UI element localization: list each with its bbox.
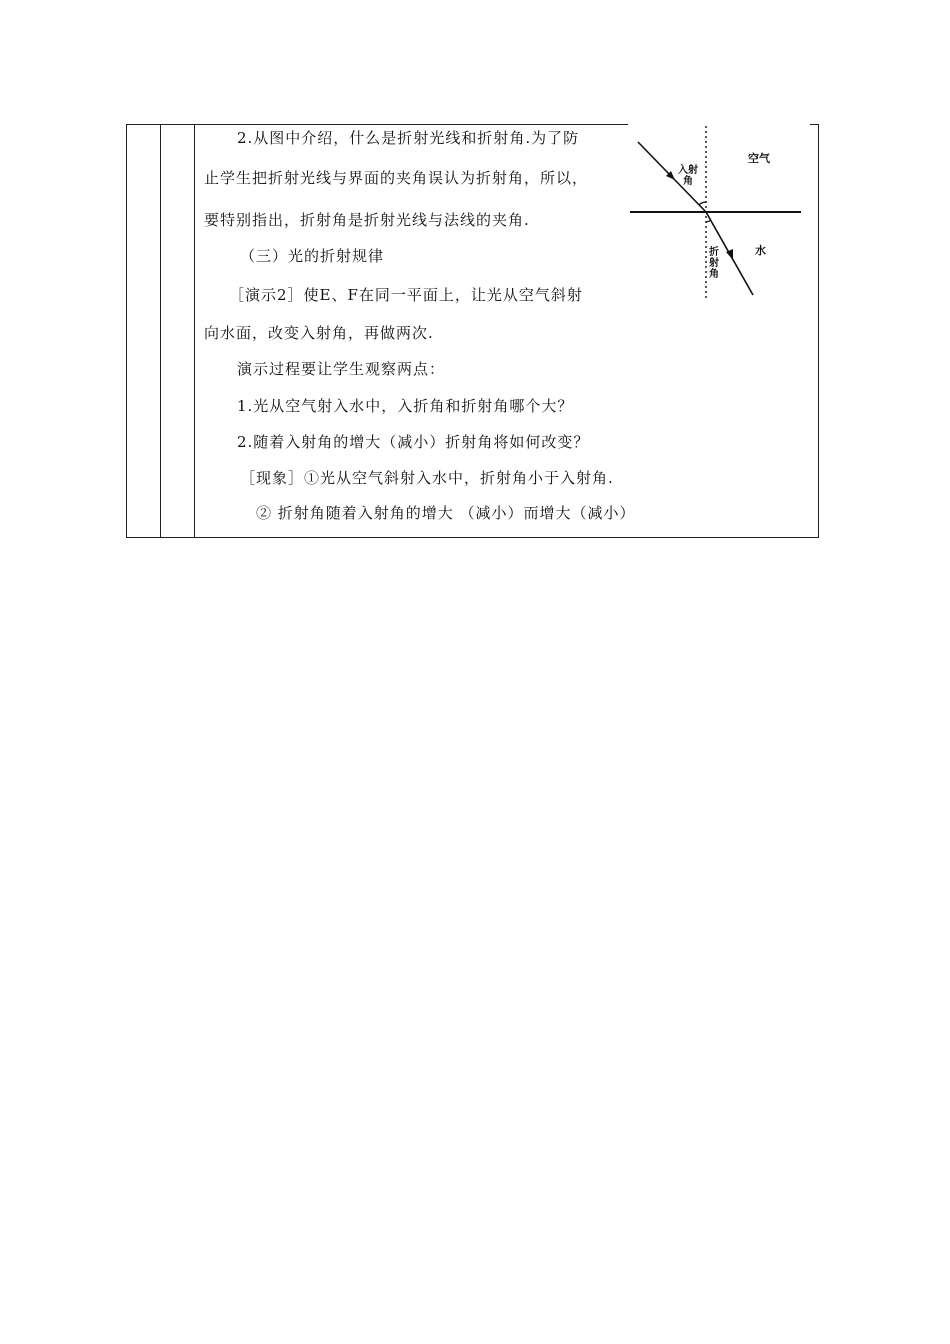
section-heading: （三）光的折射规律	[240, 247, 385, 265]
water-label: 水	[755, 244, 766, 257]
list-item: 2.随着入射角的增大（减小）折射角将如何改变？	[237, 433, 590, 451]
text-line: 要特别指出，折射角是折射光线与法线的夹角.	[204, 211, 530, 229]
text-line: ② 折射角随着入射角的增大 （减小）而增大（减小）	[256, 504, 636, 522]
list-item: 1.光从空气射入水中，入折角和折射角哪个大？	[237, 397, 574, 415]
text-line: 止学生把折射光线与界面的夹角误认为折射角，所以，	[204, 169, 589, 187]
incidence-angle-label: 入射	[678, 165, 698, 176]
incidence-angle-arc	[699, 202, 706, 205]
text-line: 演示过程要让学生观察两点：	[237, 360, 446, 378]
table-column-divider	[160, 124, 161, 538]
text-line: 向水面，改变入射角，再做两次.	[204, 324, 434, 342]
refraction-diagram	[628, 122, 808, 302]
text-line: ［现象］①光从空气斜射入水中，折射角小于入射角.	[240, 469, 614, 487]
text-line: ［演示2］使E、F在同一平面上，让光从空气斜射	[229, 286, 583, 304]
air-label: 空气	[748, 152, 770, 165]
refraction-angle-label: 折	[709, 247, 719, 258]
refraction-angle-label: 角	[709, 269, 719, 280]
table-column-divider	[194, 124, 195, 538]
refraction-angle-arc	[706, 220, 711, 222]
text-line: 2.从图中介绍，什么是折射光线和折射角.为了防	[237, 129, 580, 147]
incidence-angle-label: 角	[683, 176, 693, 187]
refraction-angle-label: 射	[709, 258, 719, 269]
